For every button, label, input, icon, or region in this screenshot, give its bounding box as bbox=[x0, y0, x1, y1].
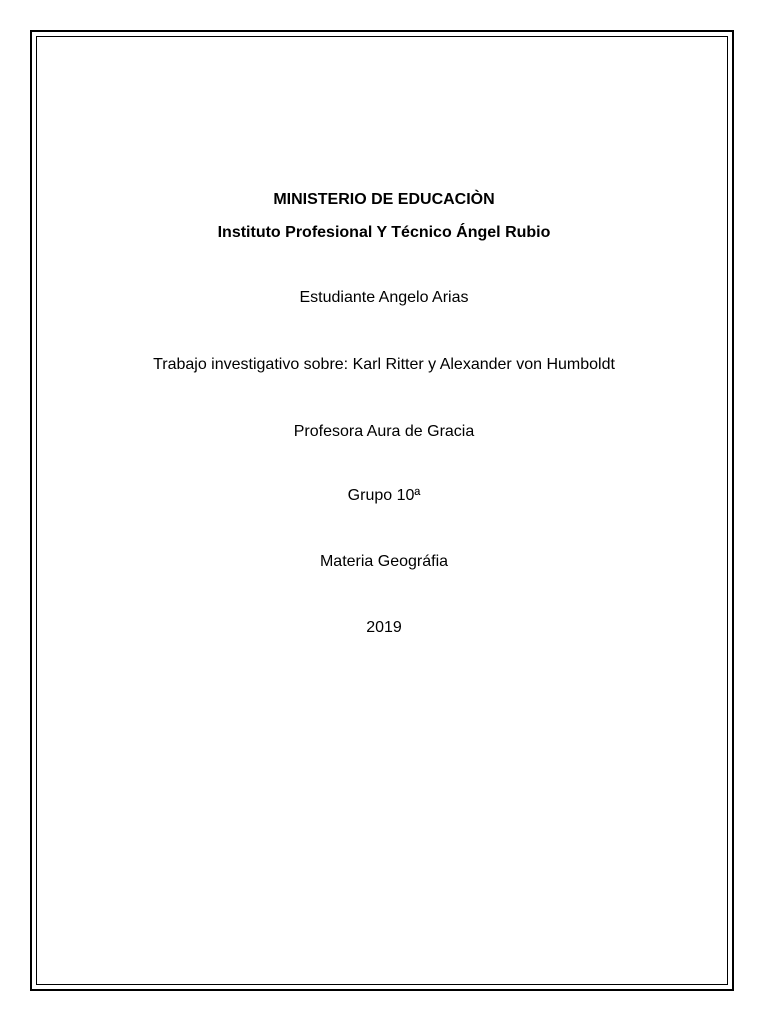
year-label: 2019 bbox=[366, 619, 402, 636]
teacher-name: Profesora Aura de Gracia bbox=[293, 423, 475, 440]
institute-heading: Instituto Profesional Y Técnico Ángel Rubio bbox=[217, 224, 551, 241]
work-title: Trabajo investigativo sobre: Karl Ritter y Alexander von Humboldt bbox=[153, 356, 615, 373]
page-border-inner bbox=[36, 36, 728, 985]
subject-label: Materia Geográfia bbox=[319, 553, 449, 570]
student-name: Estudiante Angelo Arias bbox=[299, 289, 469, 306]
group-label: Grupo 10ª bbox=[347, 487, 421, 504]
ministry-heading: MINISTERIO DE EDUCACIÒN bbox=[273, 191, 495, 208]
